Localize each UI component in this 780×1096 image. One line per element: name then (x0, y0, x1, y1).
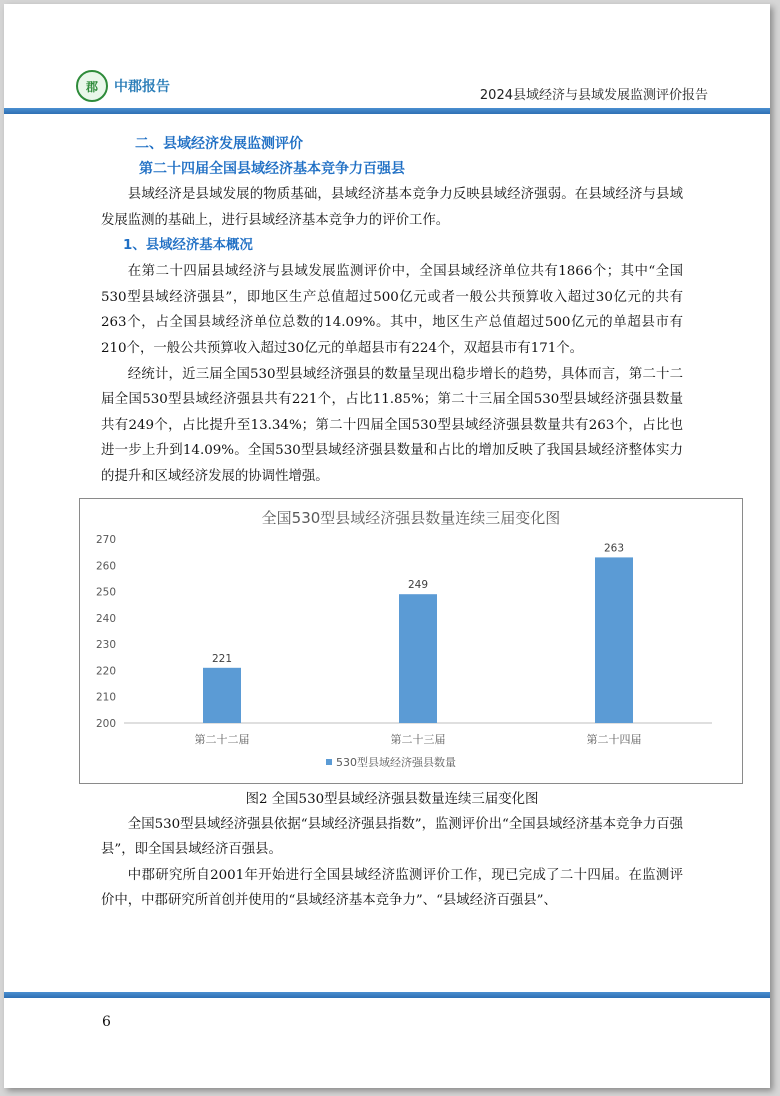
paragraph-overview: 在第二十四届县域经济与县域发展监测评价中，全国县域经济单位共有1866个；其中“全国530型县域经济强县”，即地区生产总值超过500亿元或者一般公共预算收入超过30亿元的共有263个，占全国县域经济单位总数的14.09%。其中，地区生产总值超过500亿元的单超县市有210个，一般公共预算收入超过30亿元的单超县市有224个，双超县市有171个。 (101, 264, 683, 356)
y-tick-label: 270 (95, 533, 116, 546)
legend-label: 530型县域经济强县数量 (336, 755, 456, 769)
chart-canvas (80, 499, 742, 783)
paragraph-top100: 全国530型县域经济强县依据“县域经济强县指数”，监测评价出“全国县域经济基本竞争力百强县”，即全国县域经济百强县。 (101, 816, 683, 858)
logo-text: 中郡报告 (114, 79, 170, 95)
x-tick-label: 第二十四届 (586, 732, 642, 746)
subsection-heading: 第二十四届全国县域经济基本竞争力百强县 (139, 161, 405, 177)
footer-divider (4, 992, 770, 998)
header-title: 2024县域经济与县域发展监测评价报告 (479, 88, 708, 103)
y-tick-label: 210 (95, 691, 116, 704)
paragraph-history: 中郡研究所自2001年开始进行全国县域经济监测评价工作，现已完成了二十四届。在监测评价中，中郡研究所首创并使用的“县域经济基本竞争力”、“县域经济百强县”、 (101, 867, 683, 909)
subheading-overview: 1、县域经济基本概况 (123, 238, 253, 254)
y-tick-label: 220 (95, 664, 116, 677)
paragraph-statistics: 经统计，近三届全国530型县域经济强县的数量呈现出稳步增长的趋势，具体而言，第二十二届全国530型县域经济强县共有221个，占比11.85%；第二十三届全国530型县域经济强县数量共有249个，占比提升至13.34%；第二十四届全国530型县域经济强县数量共有263个，占比也进一步上升到14.09%。全国530型县域经济强县数量和占比的增加反映了我国县域经济整体实力的提升和区域经济发展的协调性增强。 (101, 366, 683, 484)
bar (595, 557, 633, 723)
y-tick-label: 240 (95, 612, 116, 625)
y-tick-label: 260 (95, 559, 116, 572)
paragraph-intro: 县域经济是县域发展的物质基础，县域经济基本竞争力反映县域经济强弱。在县域经济与县域发展监测的基础上，进行县域经济基本竞争力的评价工作。 (101, 187, 683, 228)
bar-value-label: 263 (603, 541, 625, 554)
page-header (4, 4, 770, 116)
chart-title: 全国530型县域经济强县数量连续三届变化图 (261, 508, 561, 527)
page-number: 6 (102, 1014, 111, 1030)
logo-emblem-icon: 郡 (76, 70, 108, 102)
page-content (95, 132, 683, 914)
figure-caption: 图2 全国530型县域经济强县数量连续三届变化图 (245, 791, 539, 807)
bar-value-label: 249 (407, 578, 429, 591)
bar-chart (79, 498, 743, 784)
x-tick-label: 第二十三届 (390, 732, 446, 746)
bar (399, 594, 437, 723)
report-page (4, 4, 770, 1088)
section-heading: 二、县域经济发展监测评价 (135, 136, 303, 152)
x-tick-label: 第二十二届 (194, 732, 250, 746)
header-divider (4, 108, 770, 114)
y-tick-label: 230 (95, 638, 116, 651)
logo (76, 70, 170, 102)
bar-value-label: 221 (211, 652, 233, 665)
bar (203, 667, 241, 722)
y-tick-label: 250 (95, 586, 116, 599)
legend-swatch (326, 759, 332, 765)
y-tick-label: 200 (95, 717, 116, 730)
